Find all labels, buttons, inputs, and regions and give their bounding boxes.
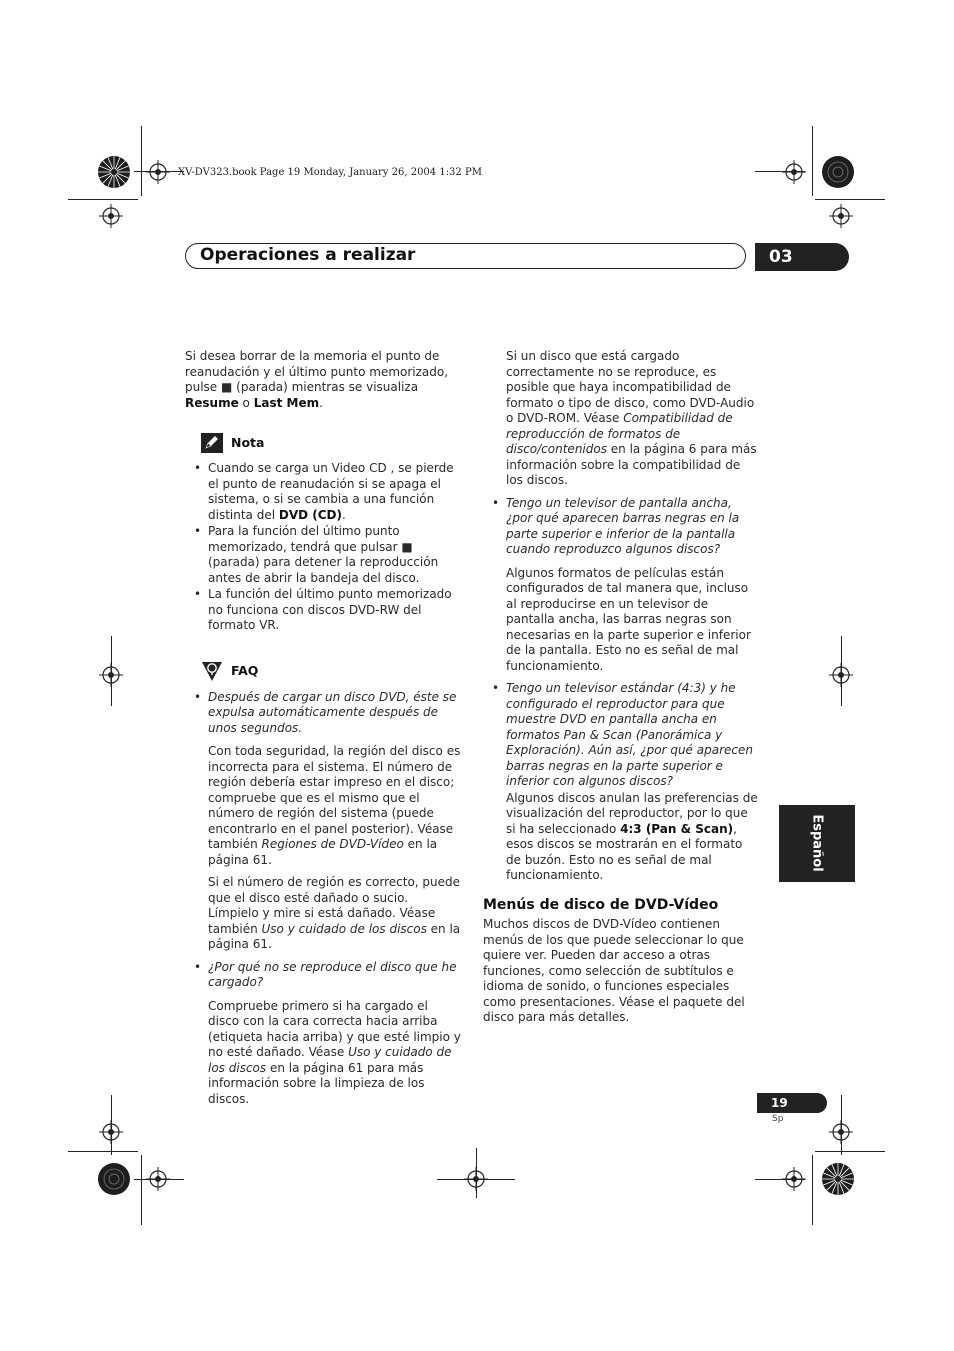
chapter-number: 03 — [755, 243, 849, 271]
faq-list — [185, 960, 461, 991]
list-item: • Cuando se carga un Video CD , se pierde el punto de reanudación si se apaga el sistema, o si se cambia a una función distinta del DVD (CD). — [185, 461, 461, 523]
crop-line — [437, 1179, 515, 1180]
crop-wheel-icon — [821, 1162, 855, 1196]
crop-wheel-icon — [97, 155, 131, 189]
language-label: Español — [809, 814, 825, 872]
list-item: • Para la función del último punto memorizado, tendrá que pulsar ■ (parada) para detener la reproducción antes de abrir la bandeja del disco. — [185, 524, 461, 586]
crop-line — [755, 1179, 805, 1180]
crop-wheel-icon — [821, 155, 855, 189]
crop-line — [476, 1148, 477, 1198]
faq-question: • Tengo un televisor estándar (4:3) y he configurado el reproductor para que muestre DVD en pantalla ancha en formatos Pan & Scan (Panorámica y Exploración). Aún así, ¿por qué aparecen barras negras en la parte superior e inferior con algunos discos? — [483, 681, 759, 790]
list-item: • La función del último punto memorizado no funciona con discos DVD-RW del formato VR. — [185, 587, 461, 634]
faq-list — [185, 690, 461, 737]
faq-answer: Algunos discos anulan las preferencias de visualización del reproductor, por lo que si ha seleccionado 4:3 (Pan & Scan), esos discos se mostrarán en el formato de buzón. Esto no es señal de mal funcionamiento. — [506, 790, 758, 882]
crop-line — [68, 1151, 138, 1152]
faq-answer: Si un disco que está cargado correctamente no se reproduce, es posible que haya incompatibilidad de formato o tipo de disco, como DVD-Audio o DVD-ROM. Véase Compatibilidad de reproducción de formatos de disco/contenidos en la página 6 para más información sobre la compatibilidad de los discos. — [506, 349, 757, 487]
faq-answer: Si el número de región es correcto, puede que el disco esté dañado o sucio. Límpielo y mire si está dañado. Véase también Uso y cuidado de los discos en la página 61. — [208, 875, 461, 951]
page-title: Operaciones a realizar — [200, 245, 416, 265]
crop-line — [815, 199, 885, 200]
crop-line — [68, 199, 138, 200]
faq-heading: FAQ — [201, 660, 461, 682]
crop-line — [141, 1155, 142, 1225]
faq-list — [483, 496, 759, 558]
right-column — [483, 349, 759, 1026]
intro-paragraph: Si desea borrar de la memoria el punto de reanudación y el último punto memorizado, pulse ■ (parada) mientras se visualiza Resume o Last Mem. — [185, 349, 449, 410]
section-body: Muchos discos de DVD-Vídeo contienen menús de los que puede seleccionar lo que quiere ver. Pueden dar acceso a otras funciones, como selección de subtítulos e idioma de sonido, o funciones especiales como presentaciones. Véase el paquete del disco para más detalles. — [483, 917, 745, 1024]
crop-line — [111, 636, 112, 706]
faq-answer: Compruebe primero si ha cargado el disco con la cara correcta hacia arriba (etiqueta hacia arriba) y que esté limpio y no esté dañado. Véase Uso y cuidado de los discos en la página 61 para más información sobre la limpieza de los discos. — [208, 998, 461, 1106]
pencil-icon — [201, 433, 223, 453]
faq-answer: Con toda seguridad, la región del disco es incorrecta para el sistema. El número de región debería estar impreso en el disco; compruebe que es el mismo que el número de región del sistema (puede encontrarlo en el panel posterior). Véase también Regiones de DVD-Vídeo en la página 61. — [208, 744, 461, 867]
crop-line — [134, 1179, 184, 1180]
faq-question: • ¿Por qué no se reproduce el disco que he cargado? — [185, 960, 461, 991]
crosshair-icon — [782, 160, 806, 184]
crop-line — [134, 171, 184, 172]
faq-question: • Después de cargar un disco DVD, éste se expulsa automáticamente después de unos segundos. — [185, 690, 461, 737]
crop-wheel-icon — [97, 1162, 131, 1196]
crop-line — [841, 636, 842, 706]
note-list — [185, 461, 461, 634]
crop-line — [815, 1151, 885, 1152]
faq-list — [483, 681, 759, 790]
crosshair-icon — [829, 204, 853, 228]
file-header: XV-DV323.book Page 19 Monday, January 26, 2004 1:32 PM — [178, 167, 482, 178]
language-code: Sp — [772, 1114, 784, 1124]
crop-line — [812, 1155, 813, 1225]
left-column — [185, 349, 461, 1107]
section-heading: Menús de disco de DVD-Vídeo — [483, 896, 719, 913]
crop-line — [141, 126, 142, 196]
crop-line — [111, 1095, 112, 1155]
language-tab — [779, 805, 855, 882]
crop-line — [812, 126, 813, 196]
crop-line — [755, 171, 805, 172]
faq-answer: Algunos formatos de películas están configurados de tal manera que, incluso al reproducirse en un televisor de pantalla ancha, las barras negras son necesarias en la parte superior e inferior de la pantalla. Esto no es señal de mal funcionamiento. — [506, 565, 751, 673]
crosshair-icon — [146, 160, 170, 184]
faq-icon — [201, 660, 223, 682]
crosshair-icon — [99, 204, 123, 228]
crop-line — [841, 1095, 842, 1155]
note-heading: Nota — [201, 433, 461, 453]
faq-question: • Tengo un televisor de pantalla ancha, ¿por qué aparecen barras negras en la parte superior e inferior de la pantalla cuando reproduzco algunos discos? — [483, 496, 759, 558]
page-number: 19 — [757, 1093, 827, 1113]
